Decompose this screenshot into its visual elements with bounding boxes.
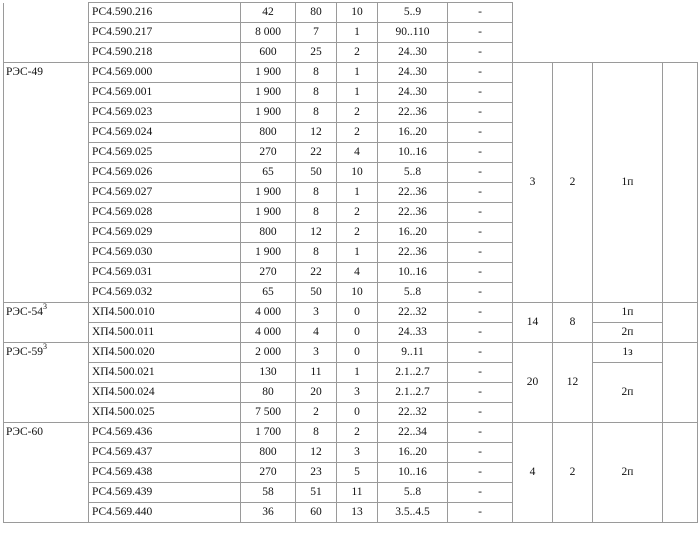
operate-current-value: 8 (296, 203, 337, 223)
group-count-cell: 2 (553, 423, 593, 523)
release-current-value: 1 (337, 183, 378, 203)
resistance-value: 65 (241, 283, 296, 303)
voltage-range-value: 5..8 (378, 283, 448, 303)
dash-value: - (448, 63, 513, 83)
group-count-cell: 2 (553, 63, 593, 303)
operate-current-value: 22 (296, 143, 337, 163)
passport-code: РС4.569.001 (89, 83, 241, 103)
dash-value: - (448, 403, 513, 423)
operate-current-value: 3 (296, 343, 337, 363)
release-current-value: 2 (337, 423, 378, 443)
operate-current-value: 7 (296, 23, 337, 43)
dash-value: - (448, 483, 513, 503)
voltage-range-value: 16..20 (378, 123, 448, 143)
footnote-marker: 3 (43, 342, 47, 352)
dash-value: - (448, 463, 513, 483)
dash-value: - (448, 283, 513, 303)
passport-code: РС4.569.000 (89, 63, 241, 83)
contact-type-cell: 1п (593, 63, 663, 303)
voltage-range-value: 16..20 (378, 223, 448, 243)
operate-current-value: 8 (296, 423, 337, 443)
resistance-value: 1 900 (241, 83, 296, 103)
resistance-value: 2 000 (241, 343, 296, 363)
release-current-value: 2 (337, 223, 378, 243)
empty-area (513, 3, 698, 63)
voltage-range-value: 24..30 (378, 43, 448, 63)
table-row (4, 323, 698, 343)
voltage-range-value: 2.1..2.7 (378, 363, 448, 383)
release-current-value: 1 (337, 83, 378, 103)
operate-current-value: 60 (296, 503, 337, 523)
resistance-value: 42 (241, 3, 296, 23)
resistance-value: 1 900 (241, 103, 296, 123)
relay-spec-table (3, 2, 698, 523)
dash-value: - (448, 163, 513, 183)
resistance-value: 600 (241, 43, 296, 63)
release-current-value: 0 (337, 403, 378, 423)
dash-value: - (448, 23, 513, 43)
resistance-value: 1 900 (241, 63, 296, 83)
release-current-value: 1 (337, 363, 378, 383)
release-current-value: 1 (337, 243, 378, 263)
release-current-value: 10 (337, 283, 378, 303)
operate-current-value: 8 (296, 243, 337, 263)
operate-current-value: 11 (296, 363, 337, 383)
voltage-range-value: 5..8 (378, 163, 448, 183)
release-current-value: 5 (337, 463, 378, 483)
voltage-range-value: 90..110 (378, 23, 448, 43)
resistance-value: 800 (241, 443, 296, 463)
operate-current-value: 8 (296, 63, 337, 83)
release-current-value: 2 (337, 43, 378, 63)
resistance-value: 36 (241, 503, 296, 523)
resistance-value: 7 500 (241, 403, 296, 423)
dash-value: - (448, 103, 513, 123)
relay-type-name: РЭС-60 (6, 426, 43, 438)
release-current-value: 10 (337, 163, 378, 183)
passport-code: РС4.569.436 (89, 423, 241, 443)
voltage-range-value: 10..16 (378, 143, 448, 163)
dash-value: - (448, 263, 513, 283)
passport-code: РС4.569.023 (89, 103, 241, 123)
resistance-value: 80 (241, 383, 296, 403)
group-name-cell (4, 3, 89, 63)
dash-value: - (448, 3, 513, 23)
voltage-range-value: 24..30 (378, 83, 448, 103)
resistance-value: 130 (241, 363, 296, 383)
dash-value: - (448, 383, 513, 403)
resistance-value: 65 (241, 163, 296, 183)
passport-code: ХП4.500.020 (89, 343, 241, 363)
group-name-cell (4, 63, 89, 303)
passport-code: РС4.569.030 (89, 243, 241, 263)
release-current-value: 1 (337, 23, 378, 43)
dash-value: - (448, 363, 513, 383)
voltage-range-value: 22..36 (378, 183, 448, 203)
passport-code: РС4.569.438 (89, 463, 241, 483)
dash-value: - (448, 323, 513, 343)
voltage-range-value: 22..36 (378, 243, 448, 263)
dash-value: - (448, 203, 513, 223)
operate-current-value: 50 (296, 163, 337, 183)
operate-current-value: 2 (296, 403, 337, 423)
group-name-cell (4, 343, 89, 423)
resistance-value: 270 (241, 463, 296, 483)
dash-value: - (448, 123, 513, 143)
release-current-value: 4 (337, 143, 378, 163)
voltage-range-value: 10..16 (378, 463, 448, 483)
operate-current-value: 12 (296, 443, 337, 463)
dash-value: - (448, 423, 513, 443)
operate-current-value: 8 (296, 183, 337, 203)
voltage-range-value: 5..9 (378, 3, 448, 23)
resistance-value: 270 (241, 143, 296, 163)
group-name-cell (4, 303, 89, 343)
release-current-value: 0 (337, 343, 378, 363)
voltage-range-value: 24..33 (378, 323, 448, 343)
voltage-range-value: 22..32 (378, 303, 448, 323)
last-column-cell (663, 63, 698, 303)
release-current-value: 1 (337, 63, 378, 83)
group-count-cell: 8 (553, 303, 593, 343)
operate-current-value: 25 (296, 43, 337, 63)
voltage-range-value: 22..34 (378, 423, 448, 443)
resistance-value: 1 900 (241, 183, 296, 203)
release-current-value: 2 (337, 123, 378, 143)
release-current-value: 2 (337, 203, 378, 223)
voltage-range-value: 22..36 (378, 203, 448, 223)
passport-code: РС4.590.216 (89, 3, 241, 23)
dash-value: - (448, 43, 513, 63)
table-row (4, 343, 698, 363)
voltage-range-value: 10..16 (378, 263, 448, 283)
resistance-value: 800 (241, 123, 296, 143)
passport-code: РС4.569.027 (89, 183, 241, 203)
resistance-value: 270 (241, 263, 296, 283)
resistance-value: 4 000 (241, 303, 296, 323)
operate-current-value: 8 (296, 83, 337, 103)
resistance-value: 4 000 (241, 323, 296, 343)
release-current-value: 10 (337, 3, 378, 23)
resistance-value: 1 900 (241, 243, 296, 263)
passport-code: РС4.569.031 (89, 263, 241, 283)
voltage-range-value: 5..8 (378, 483, 448, 503)
resistance-value: 8 000 (241, 23, 296, 43)
resistance-value: 1 900 (241, 203, 296, 223)
operate-current-value: 4 (296, 323, 337, 343)
dash-value: - (448, 343, 513, 363)
dash-value: - (448, 443, 513, 463)
release-current-value: 13 (337, 503, 378, 523)
footnote-marker: 3 (43, 302, 47, 312)
contact-type-cell: 2п (593, 423, 663, 523)
passport-code: РС4.569.439 (89, 483, 241, 503)
passport-code: ХП4.500.011 (89, 323, 241, 343)
relay-type-name: РЭС-54 (6, 306, 43, 318)
table-row (4, 3, 698, 23)
group-name-cell (4, 423, 89, 523)
operate-current-value: 3 (296, 303, 337, 323)
contact-type-cell: 2п (593, 363, 663, 423)
operate-current-value: 50 (296, 283, 337, 303)
operate-current-value: 20 (296, 383, 337, 403)
resistance-value: 800 (241, 223, 296, 243)
table-row (4, 303, 698, 323)
operate-current-value: 80 (296, 3, 337, 23)
resistance-value: 58 (241, 483, 296, 503)
voltage-range-value: 16..20 (378, 443, 448, 463)
contact-count-cell: 3 (513, 63, 553, 303)
release-current-value: 11 (337, 483, 378, 503)
voltage-range-value: 3.5..4.5 (378, 503, 448, 523)
contact-count-cell: 20 (513, 343, 553, 423)
table-row (4, 63, 698, 83)
voltage-range-value: 2.1..2.7 (378, 383, 448, 403)
passport-code: РС4.569.029 (89, 223, 241, 243)
relay-type-name: РЭС-59 (6, 346, 43, 358)
passport-code: РС4.569.026 (89, 163, 241, 183)
resistance-value: 1 700 (241, 423, 296, 443)
passport-code: ХП4.500.021 (89, 363, 241, 383)
dash-value: - (448, 83, 513, 103)
table-row (4, 423, 698, 443)
operate-current-value: 12 (296, 123, 337, 143)
contact-count-cell: 4 (513, 423, 553, 523)
release-current-value: 0 (337, 303, 378, 323)
operate-current-value: 22 (296, 263, 337, 283)
dash-value: - (448, 223, 513, 243)
release-current-value: 3 (337, 443, 378, 463)
dash-value: - (448, 183, 513, 203)
group-count-cell: 12 (553, 343, 593, 423)
passport-code: РС4.569.437 (89, 443, 241, 463)
voltage-range-value: 24..30 (378, 63, 448, 83)
passport-code: ХП4.500.024 (89, 383, 241, 403)
operate-current-value: 23 (296, 463, 337, 483)
passport-code: ХП4.500.010 (89, 303, 241, 323)
dash-value: - (448, 303, 513, 323)
passport-code: РС4.569.024 (89, 123, 241, 143)
last-column-cell (663, 423, 698, 523)
last-column-cell (663, 303, 698, 343)
passport-code: РС4.569.025 (89, 143, 241, 163)
release-current-value: 4 (337, 263, 378, 283)
passport-code: РС4.569.032 (89, 283, 241, 303)
passport-code: РС4.590.217 (89, 23, 241, 43)
dash-value: - (448, 243, 513, 263)
passport-code: РС4.569.028 (89, 203, 241, 223)
contact-type-cell: 1п (593, 303, 663, 323)
contact-type-cell: 2п (593, 323, 663, 343)
release-current-value: 3 (337, 383, 378, 403)
relay-type-name: РЭС-49 (6, 66, 43, 78)
dash-value: - (448, 503, 513, 523)
operate-current-value: 8 (296, 103, 337, 123)
table-row (4, 363, 698, 383)
voltage-range-value: 9..11 (378, 343, 448, 363)
voltage-range-value: 22..32 (378, 403, 448, 423)
release-current-value: 0 (337, 323, 378, 343)
passport-code: ХП4.500.025 (89, 403, 241, 423)
table-body (4, 3, 698, 523)
passport-code: РС4.590.218 (89, 43, 241, 63)
operate-current-value: 12 (296, 223, 337, 243)
voltage-range-value: 22..36 (378, 103, 448, 123)
last-column-cell (663, 343, 698, 423)
operate-current-value: 51 (296, 483, 337, 503)
release-current-value: 2 (337, 103, 378, 123)
contact-type-cell: 1з (593, 343, 663, 363)
dash-value: - (448, 143, 513, 163)
contact-count-cell: 14 (513, 303, 553, 343)
passport-code: РС4.569.440 (89, 503, 241, 523)
